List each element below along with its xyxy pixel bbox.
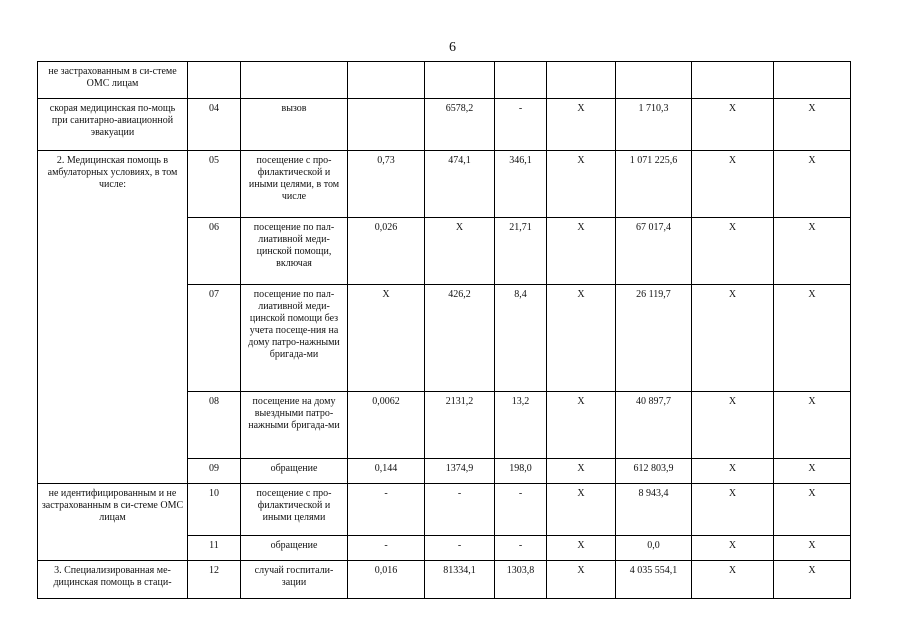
row-per-capita-budget-cell: 346,1	[495, 151, 547, 218]
row-per-capita-budget-cell: 1303,8	[495, 561, 547, 599]
row-share-cell: X	[774, 392, 851, 459]
row-code-cell	[188, 62, 241, 99]
medical-care-table	[37, 61, 851, 599]
row-norm-cell: 0,144	[348, 459, 425, 484]
row-per-capita-budget-cell: -	[495, 99, 547, 151]
row-total-oms-cell: X	[692, 218, 774, 285]
row-norm-cell: 0,026	[348, 218, 425, 285]
row-code-cell: 05	[188, 151, 241, 218]
row-share-cell: X	[774, 218, 851, 285]
row-unit-cell: посещение на дому выездными патро-нажными бригада-ми	[241, 392, 348, 459]
row-share-cell: X	[774, 285, 851, 392]
row-total-budget-cell: 4 035 554,1	[616, 561, 692, 599]
row-code-cell: 10	[188, 484, 241, 536]
row-unit-cell: посещение с про-филактической и иными целями	[241, 484, 348, 536]
row-code-cell: 08	[188, 392, 241, 459]
row-per-capita-oms-cell	[547, 62, 616, 99]
row-per-capita-oms-cell: X	[547, 561, 616, 599]
row-per-capita-oms-cell: X	[547, 285, 616, 392]
row-name-cell: не идентифицированным и не застрахованным в си-стеме ОМС лицам	[38, 484, 188, 561]
row-per-capita-budget-cell: -	[495, 536, 547, 561]
row-total-budget-cell: 1 071 225,6	[616, 151, 692, 218]
row-code-cell: 07	[188, 285, 241, 392]
row-name-cell: 3. Специализированная ме-дицинская помощь в стаци-	[38, 561, 188, 599]
row-cost-cell: 6578,2	[425, 99, 495, 151]
row-share-cell	[774, 62, 851, 99]
row-total-budget-cell: 26 119,7	[616, 285, 692, 392]
row-total-budget-cell: 40 897,7	[616, 392, 692, 459]
row-unit-cell	[241, 62, 348, 99]
row-code-cell: 06	[188, 218, 241, 285]
row-norm-cell	[348, 62, 425, 99]
row-norm-cell: 0,73	[348, 151, 425, 218]
page-number: 6	[449, 40, 456, 55]
row-per-capita-oms-cell: X	[547, 151, 616, 218]
row-cost-cell: 2131,2	[425, 392, 495, 459]
row-cost-cell: 81334,1	[425, 561, 495, 599]
row-code-cell: 04	[188, 99, 241, 151]
row-cost-cell: 1374,9	[425, 459, 495, 484]
row-per-capita-oms-cell: X	[547, 99, 616, 151]
table-row	[38, 99, 851, 151]
row-share-cell: X	[774, 561, 851, 599]
row-total-budget-cell: 612 803,9	[616, 459, 692, 484]
row-per-capita-budget-cell: 13,2	[495, 392, 547, 459]
row-unit-cell: случай госпитали-зации	[241, 561, 348, 599]
row-norm-cell: -	[348, 484, 425, 536]
row-norm-cell: -	[348, 536, 425, 561]
row-cost-cell	[425, 62, 495, 99]
row-cost-cell: -	[425, 484, 495, 536]
row-cost-cell: -	[425, 536, 495, 561]
table-row	[38, 62, 851, 99]
row-unit-cell: посещение с про-филактической и иными целями, в том числе	[241, 151, 348, 218]
table-row	[38, 484, 851, 536]
row-unit-cell: обращение	[241, 536, 348, 561]
row-code-cell: 09	[188, 459, 241, 484]
row-name-cell: 2. Медицинская помощь в амбулаторных условиях, в том числе:	[38, 151, 188, 484]
row-share-cell: X	[774, 484, 851, 536]
row-per-capita-budget-cell	[495, 62, 547, 99]
row-norm-cell	[348, 99, 425, 151]
row-unit-cell: обращение	[241, 459, 348, 484]
row-total-oms-cell: X	[692, 561, 774, 599]
row-name-cell: не застрахованным в си-стеме ОМС лицам	[38, 62, 188, 99]
row-per-capita-budget-cell: 198,0	[495, 459, 547, 484]
row-norm-cell: 0,016	[348, 561, 425, 599]
row-per-capita-budget-cell: -	[495, 484, 547, 536]
row-code-cell: 11	[188, 536, 241, 561]
row-share-cell: X	[774, 536, 851, 561]
row-per-capita-oms-cell: X	[547, 218, 616, 285]
row-total-oms-cell: X	[692, 459, 774, 484]
row-cost-cell: 474,1	[425, 151, 495, 218]
row-total-oms-cell: X	[692, 151, 774, 218]
row-total-budget-cell: 1 710,3	[616, 99, 692, 151]
row-total-oms-cell	[692, 62, 774, 99]
row-total-budget-cell: 67 017,4	[616, 218, 692, 285]
row-share-cell: X	[774, 99, 851, 151]
row-per-capita-budget-cell: 8,4	[495, 285, 547, 392]
row-total-oms-cell: X	[692, 536, 774, 561]
row-share-cell: X	[774, 459, 851, 484]
row-per-capita-oms-cell: X	[547, 459, 616, 484]
row-total-oms-cell: X	[692, 99, 774, 151]
row-total-budget-cell	[616, 62, 692, 99]
row-cost-cell: 426,2	[425, 285, 495, 392]
row-code-cell: 12	[188, 561, 241, 599]
row-total-oms-cell: X	[692, 285, 774, 392]
row-unit-cell: вызов	[241, 99, 348, 151]
row-per-capita-oms-cell: X	[547, 392, 616, 459]
row-unit-cell: посещение по пал-лиативной меди-цинской помощи, включая	[241, 218, 348, 285]
row-share-cell: X	[774, 151, 851, 218]
row-total-oms-cell: X	[692, 392, 774, 459]
row-cost-cell: X	[425, 218, 495, 285]
row-norm-cell: X	[348, 285, 425, 392]
row-per-capita-oms-cell: X	[547, 484, 616, 536]
row-unit-cell: посещение по пал-лиативной меди-цинской помощи без учета посеще-ния на дому патро-нажными бригада-ми	[241, 285, 348, 392]
row-norm-cell: 0,0062	[348, 392, 425, 459]
row-per-capita-oms-cell: X	[547, 536, 616, 561]
row-total-oms-cell: X	[692, 484, 774, 536]
row-name-cell: скорая медицинская по-мощь при санитарно-авиационной эвакуации	[38, 99, 188, 151]
row-total-budget-cell: 8 943,4	[616, 484, 692, 536]
row-per-capita-budget-cell: 21,71	[495, 218, 547, 285]
table-row	[38, 561, 851, 599]
row-total-budget-cell: 0,0	[616, 536, 692, 561]
table-row	[38, 151, 851, 218]
